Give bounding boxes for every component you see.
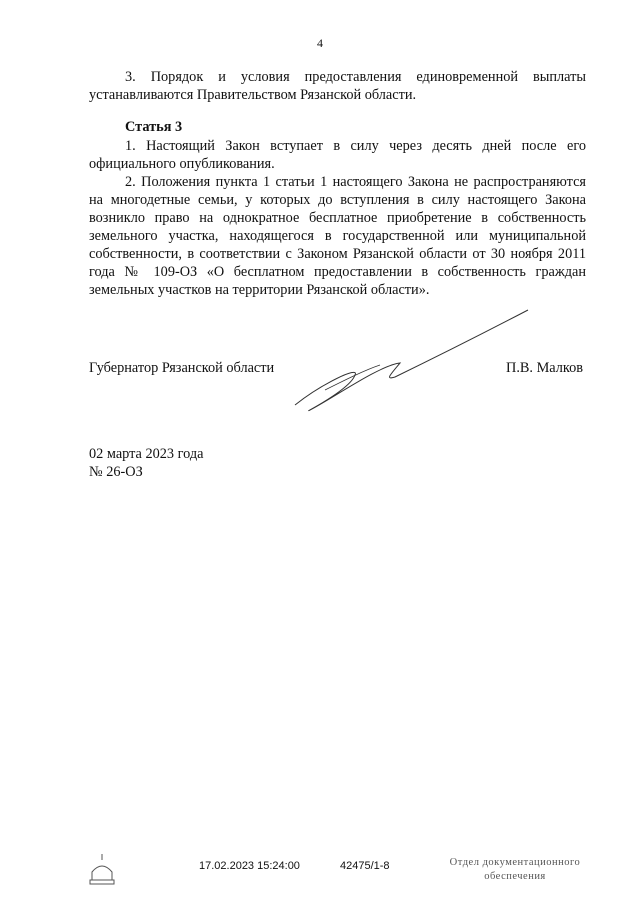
article-item-1-text: 1. Настоящий Закон вступает в силу через десять дней после его официального опубликования. [89, 138, 586, 172]
article-item-2-text: 2. Положения пункта 1 статьи 1 настоящего Закона не распространяются на многодетные семьи, у которых до вступления в силу настоящего Закона возникло право на однократное бесплатное приобретение в собственность земельного участка, находящегося в государственной или муниципальной собственности, в соответствии с Законом Рязанской области от 30 ноября 2011 года № 109-ОЗ «О бесплатном предоставлении в собственность граждан земельных участков на территории Рязанской области». [89, 174, 586, 298]
stamp-line-2: обеспечения [484, 871, 546, 882]
article-item-1 [89, 137, 586, 173]
article-heading: Статья 3 [125, 119, 183, 135]
stamp-line-1: Отдел документационного [449, 857, 581, 868]
emblem-logo [82, 850, 122, 890]
paragraph-3 [89, 68, 586, 104]
footer-document-code: 42475/1-8 [340, 860, 390, 872]
law-date: 02 марта 2023 года [89, 446, 204, 462]
article-item-2 [89, 173, 586, 299]
footer-timestamp: 17.02.2023 15:24:00 [199, 860, 300, 872]
department-stamp [430, 856, 600, 884]
governor-title: Губернатор Рязанской области [89, 360, 275, 376]
paragraph-3-text: 3. Порядок и условия предоставления единовременной выплаты устанавливаются Правительством Рязанской области. [89, 69, 586, 103]
governor-name: П.В. Малков [506, 360, 584, 376]
handwritten-signature [290, 305, 540, 425]
law-number: № 26-ОЗ [89, 464, 143, 480]
page-number: 4 [317, 36, 323, 50]
